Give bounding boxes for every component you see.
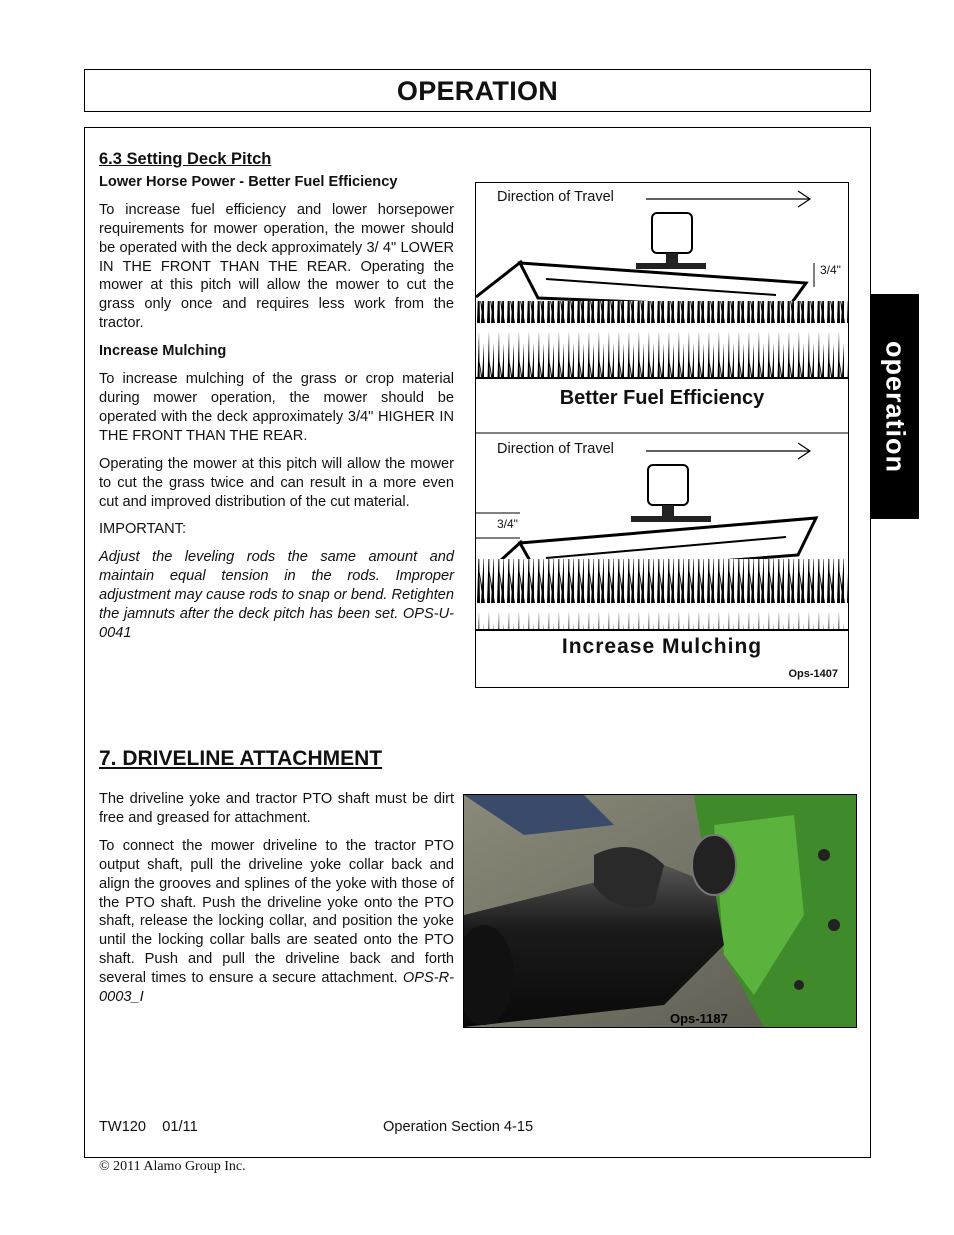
paragraph: The driveline yoke and tractor PTO shaft must be dirt free and greased for attachment. (99, 791, 454, 826)
caption-mulching: Increase Mulching (561, 635, 763, 658)
paragraph (99, 837, 454, 1007)
driveline-photo-image (464, 795, 856, 1027)
section-heading: 6.3 Setting Deck Pitch (99, 150, 272, 168)
measure-label-bottom: 3/4" (497, 517, 518, 531)
subheading-fuel-efficiency: Lower Horse Power - Better Fuel Efficiency (99, 173, 398, 190)
measure-label-top: 3/4" (820, 263, 841, 277)
section-7-body (99, 790, 454, 1016)
driveline-photo (463, 794, 857, 1028)
figure-reference: Ops-1187 (670, 1011, 728, 1026)
side-tab-label: operation (880, 340, 910, 473)
important-label: IMPORTANT: (99, 521, 187, 538)
direction-label-bottom: Direction of Travel (497, 441, 614, 457)
paragraph-ref: OPS-R-0003_I (99, 970, 454, 1006)
page-title: OPERATION (396, 76, 559, 106)
section-6-3 (99, 150, 454, 652)
paragraph: To increase fuel efficiency and lower horsepower requirements for mower operation, the mower should be operated with the deck approximately 3/ 4" LOWER IN THE FRONT THAN THE REAR. Operating the mower at this pitch will allow the mower to cut the grass only once and requires less work from the tractor. (99, 201, 454, 332)
important-text: Adjust the leveling rods the same amount and maintain equal tension in the rods. Improper adjustment may cause rods to snap or bend. Retighten the jamnuts after the deck pitch has been set. OPS-U-0041 (99, 549, 454, 641)
deck-pitch-figure (475, 182, 849, 688)
direction-label-top: Direction of Travel (497, 189, 614, 205)
section-side-tab (870, 294, 919, 519)
footer-section: Operation Section 4-15 (383, 1119, 534, 1135)
deck-pitch-illustration (476, 183, 848, 687)
section-heading: 7. DRIVELINE ATTACHMENT (99, 747, 383, 770)
footer-model-date: TW120 01/11 (99, 1119, 198, 1135)
paragraph: To increase mulching of the grass or crop material during mower operation, the mower should be operated with the deck approximately 3/4" HIGHER IN THE FRONT THAN THE REAR. (99, 371, 454, 444)
copyright: © 2011 Alamo Group Inc. (99, 1159, 246, 1174)
caption-fuel-efficiency: Better Fuel Efficiency (559, 387, 765, 409)
mulching-diagram (476, 443, 848, 631)
figure-reference: Ops-1407 (788, 668, 838, 680)
subheading-mulching: Increase Mulching (99, 343, 227, 360)
paragraph-main: To connect the mower driveline to the tractor PTO output shaft, pull the driveline yoke collar back and align the grooves and splines of the yoke with those of the PTO shaft. Push the driveline yoke onto the PTO shaft, release the locking collar, and position the yoke until the locking collar balls are seated onto the PTO shaft. Push and pull the driveline back and forth several times to ensure a secure attachment. (99, 837, 454, 987)
paragraph: Operating the mower at this pitch will allow the mower to cut the grass twice and can result in a more even cut and improved distribution of the cut material. (99, 455, 454, 510)
